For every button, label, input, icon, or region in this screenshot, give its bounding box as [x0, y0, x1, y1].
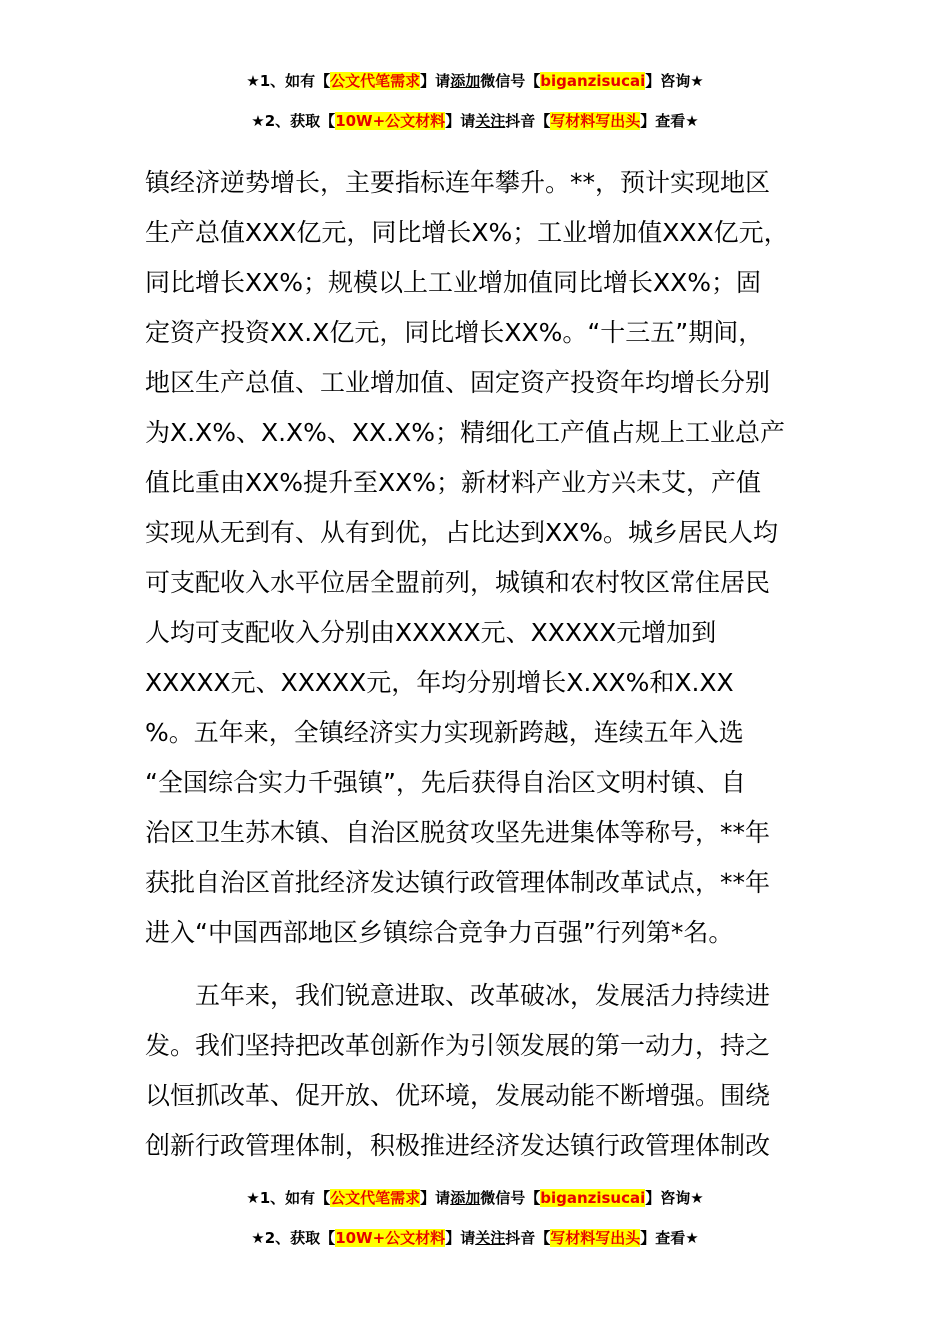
banner-text: ★1、如有【: [246, 1189, 331, 1207]
banner-highlight: biganzisucai: [540, 1189, 646, 1207]
banner-highlight: 公文代笔需求: [330, 72, 421, 90]
banner-text: 】咨询★: [645, 1189, 704, 1207]
text-line: 五年来，我们锐意进取、改革破冰，发展活力持续进: [195, 981, 771, 1010]
text-line: 以恒抓改革、促开放、优环境，发展动能不断增强。围绕: [145, 1081, 771, 1110]
text-line: “全国综合实力千强镇”，先后获得自治区文明村镇、自: [145, 768, 746, 797]
banner-highlight: 公文代笔需求: [330, 1189, 421, 1207]
banner-text: 】查看★: [640, 1229, 699, 1247]
text-line: 进入“中国西部地区乡镇综合竞争力百强”行列第*名。: [145, 918, 734, 947]
text-line: 获批自治区首批经济发达镇行政管理体制改革试点，**年: [145, 868, 771, 897]
text-line: 镇经济逆势增长，主要指标连年攀升。**，预计实现地区: [145, 168, 771, 197]
banner-underlined: 关注: [475, 1229, 506, 1247]
paragraph-1: [145, 158, 835, 958]
banner-underlined: 添加: [450, 1189, 481, 1207]
text-line: 为X.X%、X.X%、XX.X%；精细化工产值占规上工业总产: [145, 418, 785, 447]
banner-text: 】咨询★: [645, 72, 704, 90]
banner-text: 微信号【: [480, 72, 541, 90]
banner-text: 微信号【: [480, 1189, 541, 1207]
text-line: 同比增长XX%；规模以上工业增加值同比增长XX%；固: [145, 268, 762, 297]
text-line: 实现从无到有、从有到优，占比达到XX%。城乡居民人均: [145, 518, 779, 547]
banner-text: 抖音【: [505, 112, 551, 130]
banner-text: ★2、获取【: [251, 1229, 336, 1247]
banner-text: 抖音【: [505, 1229, 551, 1247]
footer-banner-line2: [0, 1228, 950, 1248]
header-banner-line2: [0, 111, 950, 131]
text-line: 生产总值XXX亿元，同比增长X%；工业增加值XXX亿元，: [145, 218, 789, 247]
text-line: 治区卫生苏木镇、自治区脱贫攻坚先进集体等称号，**年: [145, 818, 771, 847]
header-banner-line1: [0, 71, 950, 91]
banner-highlight: 10W+公文材料: [335, 1229, 446, 1247]
text-line: %。五年来，全镇经济实力实现新跨越，连续五年入选: [145, 718, 744, 747]
banner-underlined: 关注: [475, 112, 506, 130]
banner-highlight: 10W+公文材料: [335, 112, 446, 130]
text-line: 发。我们坚持把改革创新作为引领发展的第一动力，持之: [145, 1031, 771, 1060]
text-line: XXXXX元、XXXXX元，年均分别增长X.XX%和X.XX: [145, 668, 734, 697]
banner-text: 】请: [445, 1229, 476, 1247]
banner-text: ★1、如有【: [246, 72, 331, 90]
text-line: 人均可支配收入分别由XXXXX元、XXXXX元增加到: [145, 618, 717, 647]
footer-banner-line1: [0, 1188, 950, 1208]
text-line: 创新行政管理体制，积极推进经济发达镇行政管理体制改: [145, 1131, 771, 1160]
text-line: 定资产投资XX.X亿元，同比增长XX%。“十三五”期间，: [145, 318, 764, 347]
banner-highlight: biganzisucai: [540, 72, 646, 90]
banner-underlined: 添加: [450, 72, 481, 90]
banner-text: 】查看★: [640, 112, 699, 130]
text-line: 可支配收入水平位居全盟前列，城镇和农村牧区常住居民: [145, 568, 771, 597]
banner-text: 】请: [420, 72, 451, 90]
banner-text: 】请: [420, 1189, 451, 1207]
banner-highlight: 写材料写出头: [550, 1229, 641, 1247]
paragraph-2: [145, 971, 835, 1171]
banner-text: ★2、获取【: [251, 112, 336, 130]
text-line: 地区生产总值、工业增加值、固定资产投资年均增长分别: [145, 368, 771, 397]
banner-highlight: 写材料写出头: [550, 112, 641, 130]
banner-text: 】请: [445, 112, 476, 130]
text-line: 值比重由XX%提升至XX%；新材料产业方兴未艾，产值: [145, 468, 762, 497]
